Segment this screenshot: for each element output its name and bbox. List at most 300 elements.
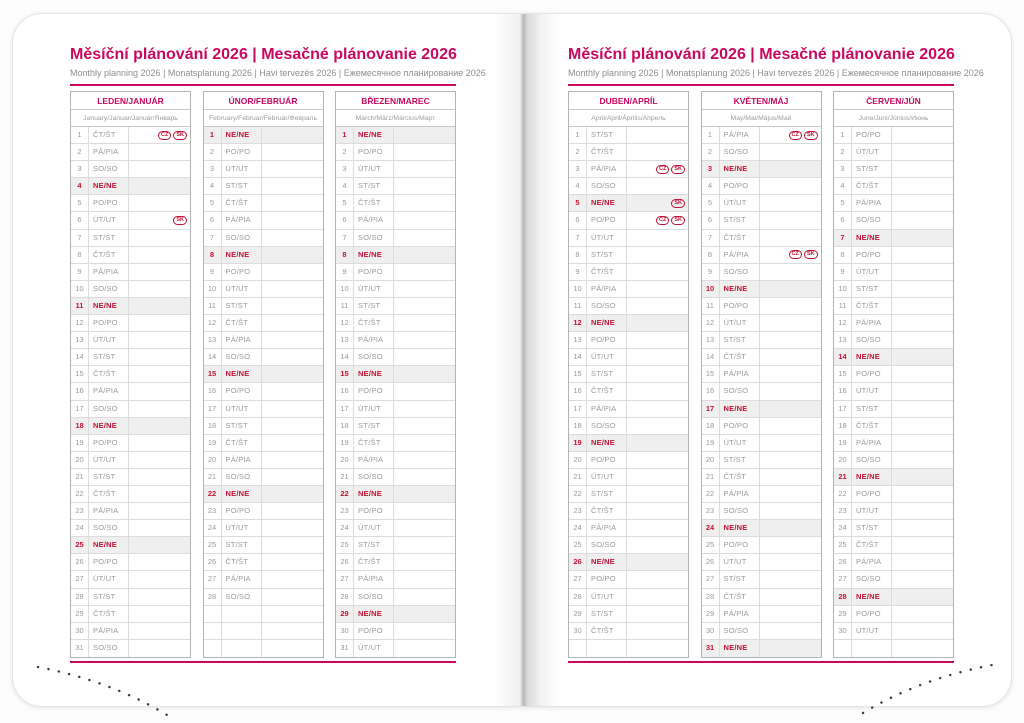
day-number [569, 640, 587, 657]
day-number: 8 [702, 247, 720, 263]
notes-cell [760, 537, 821, 553]
day-row [71, 537, 190, 554]
day-row [569, 127, 688, 144]
day-row [834, 418, 953, 435]
day-abbreviation: ST/ST [852, 161, 892, 177]
day-abbreviation: ST/ST [720, 571, 760, 587]
day-number: 24 [569, 520, 587, 536]
day-row [71, 178, 190, 195]
day-abbreviation: PÁ/PIA [587, 281, 627, 297]
day-abbreviation: ÚT/UT [89, 332, 129, 348]
notes-cell [760, 212, 821, 228]
day-row [204, 281, 323, 298]
day-abbreviation: PO/PO [720, 298, 760, 314]
day-row [702, 144, 821, 161]
notes-cell [892, 178, 953, 194]
notes-cell [760, 195, 821, 211]
day-abbreviation: PO/PO [89, 195, 129, 211]
day-number: 19 [71, 435, 89, 451]
day-abbreviation: SO/SO [354, 230, 394, 246]
notes-cell [394, 281, 455, 297]
notes-cell [760, 349, 821, 365]
day-abbreviation: SO/SO [720, 264, 760, 280]
day-number: 17 [71, 401, 89, 417]
day-row [71, 520, 190, 537]
notes-cell [892, 127, 953, 143]
holiday-badge-sk: SK [671, 216, 685, 225]
notes-cell [262, 144, 323, 160]
day-abbreviation: ČT/ŠT [587, 264, 627, 280]
notes-cell [394, 571, 455, 587]
notes-cell [627, 315, 688, 331]
day-row [204, 315, 323, 332]
day-abbreviation: SO/SO [89, 161, 129, 177]
day-abbreviation: ST/ST [587, 127, 627, 143]
day-number: 21 [569, 469, 587, 485]
notes-cell [892, 503, 953, 519]
day-abbreviation: NE/NE [89, 298, 129, 314]
day-row [71, 554, 190, 571]
notes-cell [129, 212, 190, 228]
day-number: 12 [569, 315, 587, 331]
day-abbreviation: SO/SO [354, 469, 394, 485]
day-abbreviation: PO/PO [354, 383, 394, 399]
notes-cell [627, 161, 688, 177]
notes-cell [262, 452, 323, 468]
day-abbreviation: PÁ/PIA [852, 435, 892, 451]
notes-cell [760, 452, 821, 468]
day-abbreviation: PÁ/PIA [354, 332, 394, 348]
day-row [204, 383, 323, 400]
notes-cell [627, 452, 688, 468]
day-number: 13 [336, 332, 354, 348]
day-number: 28 [204, 589, 222, 605]
day-row [569, 554, 688, 571]
holiday-badge-cz: CZ [656, 165, 669, 174]
day-row [569, 230, 688, 247]
notes-cell [262, 435, 323, 451]
day-abbreviation: ST/ST [354, 178, 394, 194]
notes-cell [627, 264, 688, 280]
day-abbreviation: ÚT/UT [852, 144, 892, 160]
day-row [71, 315, 190, 332]
notes-cell [760, 554, 821, 570]
notes-cell [394, 503, 455, 519]
notes-cell [129, 606, 190, 622]
notes-cell [129, 554, 190, 570]
day-abbreviation: PO/PO [222, 503, 262, 519]
day-abbreviation: PÁ/PIA [720, 127, 760, 143]
notes-cell [892, 640, 953, 657]
day-row [834, 144, 953, 161]
notes-cell [892, 452, 953, 468]
day-number: 23 [702, 503, 720, 519]
day-number: 14 [702, 349, 720, 365]
notes-cell [760, 503, 821, 519]
day-abbreviation: ST/ST [587, 486, 627, 502]
day-row [569, 469, 688, 486]
month-name: ČERVEN/JÚN [834, 92, 953, 110]
day-abbreviation: ÚT/UT [222, 281, 262, 297]
day-row [569, 589, 688, 606]
day-abbreviation: ÚT/UT [354, 640, 394, 657]
day-abbreviation: SO/SO [587, 418, 627, 434]
day-number: 29 [336, 606, 354, 622]
day-number: 21 [204, 469, 222, 485]
day-number: 26 [71, 554, 89, 570]
notes-cell [129, 623, 190, 639]
day-number: 10 [71, 281, 89, 297]
notes-cell [760, 640, 821, 657]
day-number: 4 [834, 178, 852, 194]
day-abbreviation: NE/NE [852, 589, 892, 605]
month-subname: May/Mai/Május/Май [702, 110, 821, 127]
day-number: 1 [336, 127, 354, 143]
notes-cell [262, 332, 323, 348]
day-row [702, 435, 821, 452]
day-row [71, 247, 190, 264]
notes-cell [394, 401, 455, 417]
day-row [834, 127, 953, 144]
day-number: 26 [569, 554, 587, 570]
day-row [569, 418, 688, 435]
day-abbreviation: PÁ/PIA [222, 332, 262, 348]
notes-cell [627, 144, 688, 160]
day-row [834, 503, 953, 520]
day-abbreviation: ČT/ŠT [852, 418, 892, 434]
notes-cell [262, 486, 323, 502]
day-row [336, 144, 455, 161]
day-row [336, 195, 455, 212]
notes-cell [892, 537, 953, 553]
notes-cell [892, 247, 953, 263]
day-row [834, 606, 953, 623]
day-number: 10 [336, 281, 354, 297]
day-number: 11 [336, 298, 354, 314]
day-number: 1 [569, 127, 587, 143]
day-abbreviation: PO/PO [852, 127, 892, 143]
day-row [204, 264, 323, 281]
notes-cell [627, 281, 688, 297]
day-number: 14 [834, 349, 852, 365]
day-abbreviation: ST/ST [852, 520, 892, 536]
day-number: 26 [204, 554, 222, 570]
day-abbreviation: SO/SO [720, 623, 760, 639]
day-abbreviation: NE/NE [587, 554, 627, 570]
day-number: 10 [702, 281, 720, 297]
day-number: 12 [834, 315, 852, 331]
day-number: 15 [834, 366, 852, 382]
notes-cell [892, 195, 953, 211]
day-abbreviation: SO/SO [89, 520, 129, 536]
notes-cell [129, 571, 190, 587]
day-row [71, 264, 190, 281]
day-abbreviation: SO/SO [852, 212, 892, 228]
day-abbreviation: ÚT/UT [354, 281, 394, 297]
notes-cell [262, 571, 323, 587]
month-name: KVĚTEN/MÁJ [702, 92, 821, 110]
notes-cell [627, 247, 688, 263]
notes-cell [627, 383, 688, 399]
day-number: 13 [702, 332, 720, 348]
day-row [702, 589, 821, 606]
day-number: 1 [834, 127, 852, 143]
notes-cell [262, 212, 323, 228]
day-row [834, 589, 953, 606]
day-abbreviation: ČT/ŠT [720, 589, 760, 605]
day-abbreviation: NE/NE [222, 366, 262, 382]
day-number: 6 [204, 212, 222, 228]
notes-cell [627, 332, 688, 348]
day-abbreviation: NE/NE [354, 486, 394, 502]
notes-cell [394, 418, 455, 434]
day-number: 9 [834, 264, 852, 280]
notes-cell [129, 230, 190, 246]
month-grid [336, 127, 455, 657]
notes-cell [627, 178, 688, 194]
day-abbreviation [587, 640, 627, 657]
notes-cell [627, 418, 688, 434]
day-number: 18 [336, 418, 354, 434]
notes-cell [892, 623, 953, 639]
notes-cell [760, 435, 821, 451]
notes-cell [129, 247, 190, 263]
notes-cell [262, 366, 323, 382]
day-row [204, 452, 323, 469]
day-row [569, 178, 688, 195]
day-abbreviation [222, 623, 262, 639]
day-row [336, 332, 455, 349]
day-number: 30 [336, 623, 354, 639]
day-abbreviation: ČT/ŠT [354, 554, 394, 570]
notes-cell [394, 623, 455, 639]
day-row [569, 383, 688, 400]
day-abbreviation: ST/ST [222, 418, 262, 434]
day-abbreviation: PÁ/PIA [720, 486, 760, 502]
day-abbreviation: ÚT/UT [354, 401, 394, 417]
day-row [702, 520, 821, 537]
notes-cell [129, 332, 190, 348]
day-number: 2 [834, 144, 852, 160]
day-abbreviation: ÚT/UT [720, 195, 760, 211]
day-row [336, 452, 455, 469]
day-row [204, 418, 323, 435]
day-row [702, 178, 821, 195]
month-grid [71, 127, 190, 657]
day-abbreviation: PO/PO [354, 264, 394, 280]
notes-cell [129, 315, 190, 331]
day-abbreviation: PO/PO [852, 606, 892, 622]
day-number: 15 [204, 366, 222, 382]
day-row [569, 264, 688, 281]
notes-cell [760, 281, 821, 297]
notes-cell [129, 640, 190, 657]
holiday-badge-sk: SK [671, 165, 685, 174]
day-abbreviation: SO/SO [720, 383, 760, 399]
day-abbreviation: ST/ST [222, 298, 262, 314]
day-abbreviation: PO/PO [852, 247, 892, 263]
day-abbreviation: ÚT/UT [720, 435, 760, 451]
top-rule [70, 84, 456, 86]
day-row [569, 195, 688, 212]
day-row [336, 537, 455, 554]
day-row [834, 452, 953, 469]
day-abbreviation: NE/NE [354, 247, 394, 263]
notes-cell [262, 195, 323, 211]
day-number: 3 [702, 161, 720, 177]
day-abbreviation: PÁ/PIA [720, 606, 760, 622]
day-number: 4 [569, 178, 587, 194]
day-number: 25 [336, 537, 354, 553]
day-abbreviation: NE/NE [354, 127, 394, 143]
day-abbreviation: ČT/ŠT [587, 623, 627, 639]
day-abbreviation: PÁ/PIA [720, 366, 760, 382]
day-abbreviation: SO/SO [587, 298, 627, 314]
day-number: 11 [702, 298, 720, 314]
notes-cell [892, 230, 953, 246]
day-row [834, 349, 953, 366]
notes-cell [129, 452, 190, 468]
day-row [336, 623, 455, 640]
day-row [702, 554, 821, 571]
day-number: 8 [71, 247, 89, 263]
day-number: 20 [71, 452, 89, 468]
day-number: 19 [702, 435, 720, 451]
notes-cell [262, 418, 323, 434]
day-number: 20 [204, 452, 222, 468]
day-row [336, 264, 455, 281]
notes-cell [394, 247, 455, 263]
notes-cell [760, 144, 821, 160]
day-abbreviation: ÚT/UT [354, 520, 394, 536]
day-abbreviation: SO/SO [89, 281, 129, 297]
notes-cell [394, 195, 455, 211]
notes-cell [129, 435, 190, 451]
day-number: 27 [336, 571, 354, 587]
day-row [569, 281, 688, 298]
notes-cell [394, 161, 455, 177]
day-abbreviation: NE/NE [587, 315, 627, 331]
notes-cell [394, 383, 455, 399]
notes-cell [627, 469, 688, 485]
day-number: 15 [569, 366, 587, 382]
day-abbreviation: NE/NE [222, 247, 262, 263]
day-abbreviation: PO/PO [587, 452, 627, 468]
day-abbreviation: ČT/ŠT [89, 127, 129, 143]
day-abbreviation: SO/SO [222, 349, 262, 365]
day-abbreviation: ČT/ŠT [89, 606, 129, 622]
day-number: 14 [336, 349, 354, 365]
notes-cell [129, 161, 190, 177]
notes-cell [892, 144, 953, 160]
day-number: 21 [702, 469, 720, 485]
day-abbreviation: ÚT/UT [89, 452, 129, 468]
day-row [204, 127, 323, 144]
day-row [834, 383, 953, 400]
month-subname: June/Juni/Június/Июнь [834, 110, 953, 127]
day-row [204, 298, 323, 315]
day-number: 9 [336, 264, 354, 280]
day-abbreviation: PÁ/PIA [222, 571, 262, 587]
notes-cell [394, 127, 455, 143]
day-abbreviation: PO/PO [89, 435, 129, 451]
day-number: 2 [204, 144, 222, 160]
day-row [834, 366, 953, 383]
day-number: 14 [204, 349, 222, 365]
notes-cell [129, 401, 190, 417]
page-subtitle: Monthly planning 2026 | Monatsplanung 2026 | Havi tervezés 2026 | Ежемесячное планирование 2026 [70, 68, 486, 78]
day-row [336, 281, 455, 298]
day-number: 20 [834, 452, 852, 468]
day-row [71, 606, 190, 623]
day-row [71, 298, 190, 315]
notes-cell [394, 435, 455, 451]
page-subtitle: Monthly planning 2026 | Monatsplanung 2026 | Havi tervezés 2026 | Ежемесячное планирование 2026 [568, 68, 984, 78]
day-row [702, 623, 821, 640]
day-number: 5 [702, 195, 720, 211]
day-abbreviation: PÁ/PIA [222, 452, 262, 468]
months-row [568, 91, 954, 658]
day-row [702, 469, 821, 486]
day-row [834, 554, 953, 571]
day-row [834, 486, 953, 503]
notes-cell [129, 366, 190, 382]
day-abbreviation [222, 606, 262, 622]
day-number: 5 [204, 195, 222, 211]
day-abbreviation: PO/PO [354, 144, 394, 160]
notes-cell [627, 537, 688, 553]
day-row [336, 469, 455, 486]
day-number: 2 [71, 144, 89, 160]
day-abbreviation: NE/NE [720, 401, 760, 417]
day-number: 29 [71, 606, 89, 622]
notes-cell [394, 298, 455, 314]
day-abbreviation: SO/SO [89, 401, 129, 417]
day-number: 24 [204, 520, 222, 536]
notes-cell [262, 589, 323, 605]
notes-cell [262, 230, 323, 246]
day-row [204, 589, 323, 606]
day-row [204, 503, 323, 520]
day-abbreviation: NE/NE [720, 640, 760, 657]
day-abbreviation: ST/ST [222, 178, 262, 194]
notes-cell [262, 383, 323, 399]
notes-cell [892, 589, 953, 605]
day-abbreviation: ÚT/UT [354, 161, 394, 177]
notes-cell [627, 503, 688, 519]
day-row [204, 349, 323, 366]
day-abbreviation: ÚT/UT [222, 520, 262, 536]
notes-cell [129, 589, 190, 605]
day-row [336, 503, 455, 520]
notes-cell [129, 195, 190, 211]
holiday-badge-sk: SK [804, 131, 818, 140]
day-number: 29 [569, 606, 587, 622]
day-row [336, 230, 455, 247]
day-row [702, 127, 821, 144]
day-abbreviation: PÁ/PIA [852, 195, 892, 211]
day-row [702, 298, 821, 315]
day-number: 15 [702, 366, 720, 382]
notes-cell [760, 366, 821, 382]
day-abbreviation: ÚT/UT [89, 212, 129, 228]
notes-cell [627, 623, 688, 639]
notes-cell [262, 401, 323, 417]
day-number [204, 623, 222, 639]
day-abbreviation: PO/PO [720, 418, 760, 434]
month-name: BŘEZEN/MAREC [336, 92, 455, 110]
day-abbreviation: ÚT/UT [587, 230, 627, 246]
